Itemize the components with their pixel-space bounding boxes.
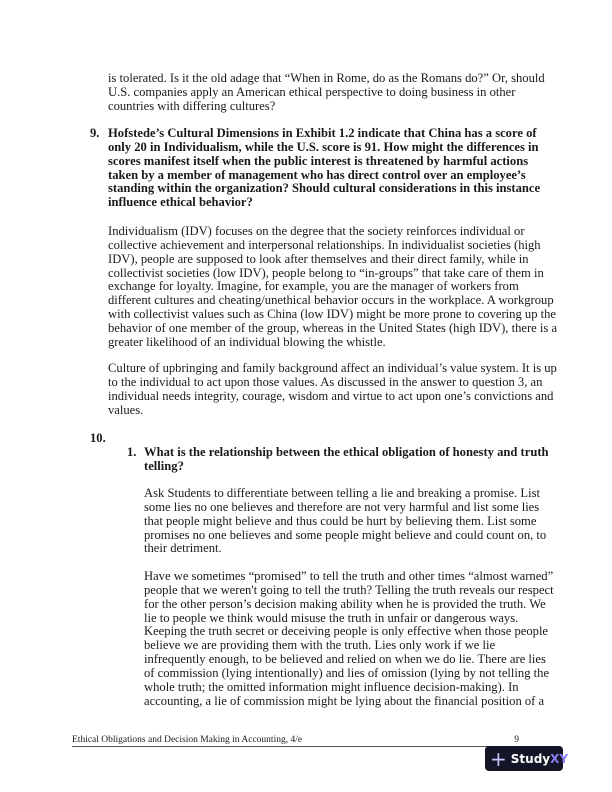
brand-study: Study bbox=[510, 751, 551, 766]
question-10-answer-paragraph-1 bbox=[144, 487, 546, 556]
page-number: 9 bbox=[514, 735, 519, 745]
text-line: different cultures and cheating/unethical behavior occurs in the workplace. A workgroup bbox=[108, 293, 554, 308]
text-line: scores manifest itself when the public interest is threatened by harmful actions bbox=[108, 153, 529, 168]
text-line: accounting, a lie of commission might be lying about the financial position of a bbox=[144, 693, 545, 708]
text-line: behavior of one member of the group, whereas in the United States (high IDV), there is a bbox=[108, 320, 558, 335]
question-10-answer-paragraph-2 bbox=[144, 570, 554, 708]
text-line: Keeping the truth secret or deceiving people is only effective when those people bbox=[144, 624, 549, 639]
text-line: countries with differing cultures? bbox=[108, 98, 276, 113]
text-line: only 20 in Individualism, while the U.S. score is 91. How might the differences in bbox=[108, 139, 539, 154]
text-line: for the other person’s decision making ability when he is provided the truth. We bbox=[144, 596, 546, 611]
text-line: believe we are providing them with the truth. Lies only work if we lie bbox=[144, 638, 496, 653]
text-line: with collectivist values such as China (low IDV) might be more prone to covering up the bbox=[108, 307, 557, 322]
text-line: influence ethical behavior? bbox=[108, 195, 253, 210]
question-9-answer-paragraph-2 bbox=[108, 362, 557, 417]
text-line: Hofstede’s Cultural Dimensions in Exhibit 1.2 indicate that China has a score of bbox=[108, 126, 537, 140]
question-9-text bbox=[108, 127, 540, 210]
question-10-sub-number: 1. bbox=[127, 445, 137, 459]
text-line: people that we weren't going to tell the truth? Telling the truth reveals our respect bbox=[144, 582, 554, 597]
text-line: promises no one believes and some people might believe and could count on, to bbox=[144, 527, 547, 542]
text-line: individual needs integrity, courage, wisdom and virtue to act upon one’s convictions and bbox=[108, 388, 554, 403]
question-9-answer-paragraph-1 bbox=[108, 225, 557, 350]
text-line: is tolerated. Is it the old adage that “When in Rome, do as the Romans do?” Or, should bbox=[108, 71, 545, 85]
text-line: U.S. companies apply an American ethical perspective to doing business in other bbox=[108, 84, 516, 99]
plus-icon: + bbox=[490, 746, 507, 771]
text-line: collectivist societies (low IDV), people belong to “in-groups” that take care of them in bbox=[108, 265, 544, 280]
text-line: standing within the organization? Should cultural considerations in this instance bbox=[108, 181, 541, 196]
text-line: exchange for loyalty. Imagine, for example, you are the manager of workers from bbox=[108, 279, 519, 294]
text-line: infrequently enough, to be believed and relied on when we do lie. There are lies bbox=[144, 652, 546, 667]
text-line: of commission (lying intentionally) and lies of omission (lying by not telling the bbox=[144, 665, 550, 680]
text-line: greater likelihood of an individual blowing the whistle. bbox=[108, 334, 386, 349]
question-10-number: 10. bbox=[90, 431, 106, 445]
text-line: Ask Students to differentiate between telling a lie and breaking a promise. List bbox=[144, 486, 541, 500]
page-footer bbox=[72, 734, 519, 747]
question-9-number: 9. bbox=[90, 126, 100, 140]
footer-title: Ethical Obligations and Decision Making in Accounting, 4/e bbox=[72, 735, 303, 745]
text-line: whole truth; the omitted information might influence decision-making). In bbox=[144, 679, 519, 694]
text-line: taken by a member of management who has direct control over an employee’s bbox=[108, 167, 526, 182]
studyxy-badge[interactable] bbox=[485, 746, 569, 771]
text-line: that people might believe and thus could be hurt by believing them. List some bbox=[144, 513, 537, 528]
intro-paragraph bbox=[108, 72, 545, 114]
brand-xy: XY bbox=[550, 751, 569, 766]
text-line: lie to people we think would misuse the truth in unfair or dangerous ways. bbox=[144, 610, 519, 625]
text-line: their detriment. bbox=[144, 541, 222, 556]
text-line: Culture of upbringing and family background affect an individual’s value system. It is up bbox=[108, 361, 557, 375]
text-line: collective achievement and interpersonal relationships. In individualist societies (high bbox=[108, 237, 541, 252]
text-line: telling? bbox=[144, 458, 184, 473]
text-line: What is the relationship between the ethical obligation of honesty and truth bbox=[144, 445, 549, 459]
text-line: Have we sometimes “promised” to tell the truth and other times “almost warned” bbox=[144, 569, 554, 583]
text-line: Individualism (IDV) focuses on the degree that the society reinforces individual or bbox=[108, 224, 525, 238]
text-line: IDV), people are supposed to look after themselves and their direct family, while in bbox=[108, 251, 529, 266]
text-line: to the individual to act upon those values. As discussed in the answer to question 3, an bbox=[108, 374, 543, 389]
text-line: some lies no one believes and therefore are not very harmful and list some lies bbox=[144, 499, 540, 514]
text-line: values. bbox=[108, 402, 144, 417]
question-10-text bbox=[144, 446, 549, 474]
